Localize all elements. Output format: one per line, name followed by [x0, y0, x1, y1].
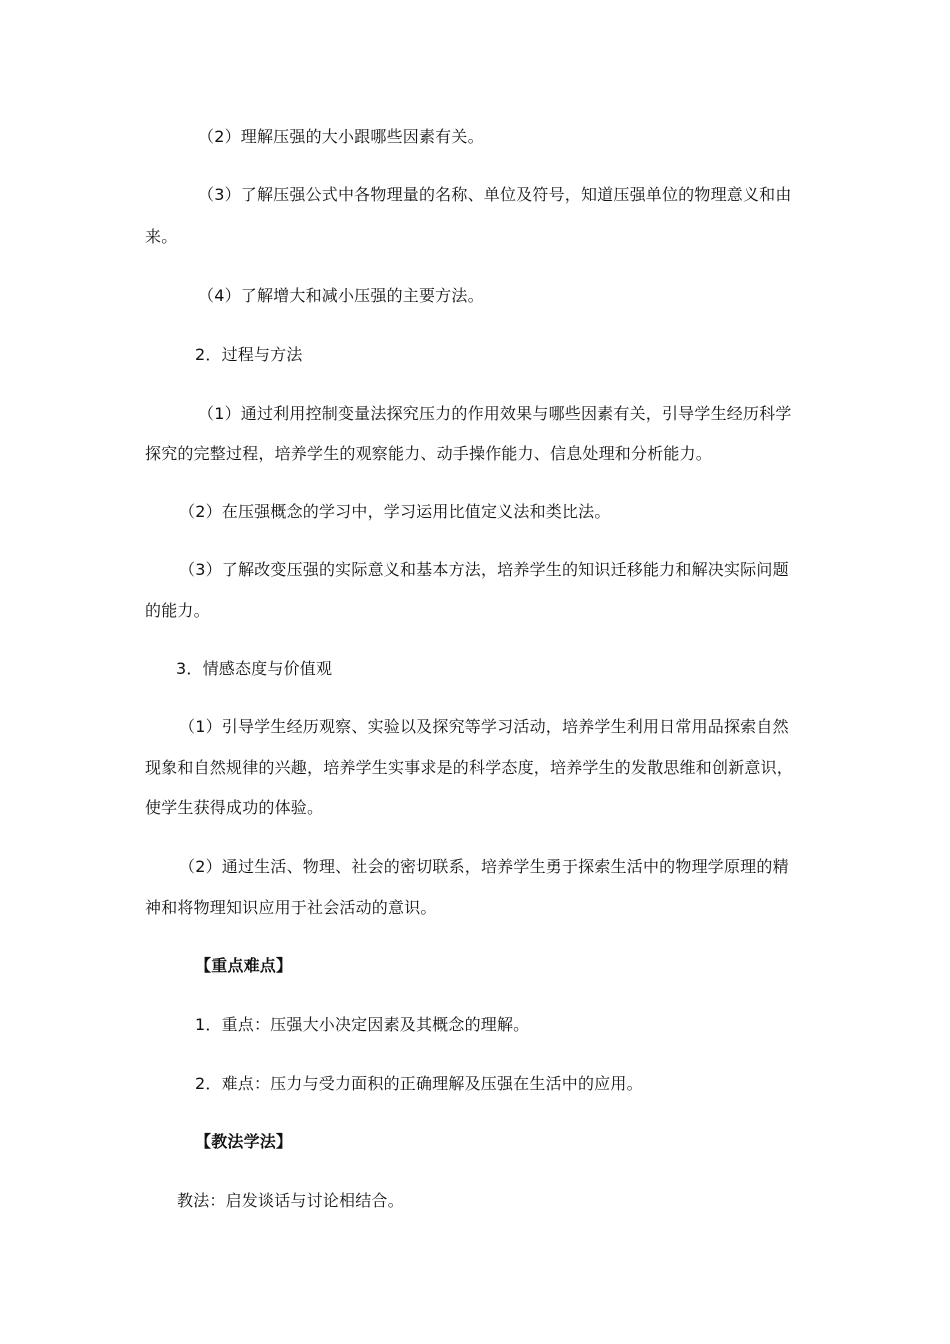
teaching-method-text: 教法：启发谈话与讨论相结合。	[177, 1191, 404, 1210]
section-heading-teaching-methods: 【教法学法】	[195, 1132, 293, 1151]
key-point-1: 1．重点：压强大小决定因素及其概念的理解。	[195, 1015, 530, 1034]
process-1-text-line2: 探究的完整过程，培养学生的观察能力、动手操作能力、信息处理和分析能力。	[145, 444, 713, 463]
emotion-1-text-line1: （1）引导学生经历观察、实验以及探究等学习活动，培养学生利用日常用品探索自然	[179, 717, 789, 736]
objective-2-text: （2）理解压强的大小跟哪些因素有关。	[198, 127, 484, 146]
process-3-text-line1: （3）了解改变压强的实际意义和基本方法，培养学生的知识迁移能力和解决实际问题	[179, 560, 789, 579]
emotion-1-text-line3: 使学生获得成功的体验。	[145, 798, 324, 817]
section-heading-process: 2．过程与方法	[195, 345, 303, 364]
key-point-2: 2．难点：压力与受力面积的正确理解及压强在生活中的应用。	[195, 1074, 643, 1093]
emotion-2-text-line2: 神和将物理知识应用于社会活动的意识。	[145, 898, 437, 917]
process-3-text-line2: 的能力。	[145, 601, 210, 620]
objective-4-text: （4）了解增大和减小压强的主要方法。	[198, 286, 484, 305]
process-2-text: （2）在压强概念的学习中，学习运用比值定义法和类比法。	[179, 502, 611, 521]
process-1-text-line1: （1）通过利用控制变量法探究压力的作用效果与哪些因素有关，引导学生经历科学	[198, 404, 792, 423]
section-heading-key-points: 【重点难点】	[195, 956, 293, 975]
objective-3-text-line1: （3）了解压强公式中各物理量的名称、单位及符号，知道压强单位的物理意义和由	[198, 185, 792, 204]
objective-3-text-line2: 来。	[145, 227, 178, 246]
emotion-2-text-line1: （2）通过生活、物理、社会的密切联系，培养学生勇于探索生活中的物理学原理的精	[179, 857, 789, 876]
section-heading-emotion: 3．情感态度与价值观	[176, 659, 333, 678]
emotion-1-text-line2: 现象和自然规律的兴趣，培养学生实事求是的科学态度，培养学生的发散思维和创新意识，	[145, 758, 794, 777]
